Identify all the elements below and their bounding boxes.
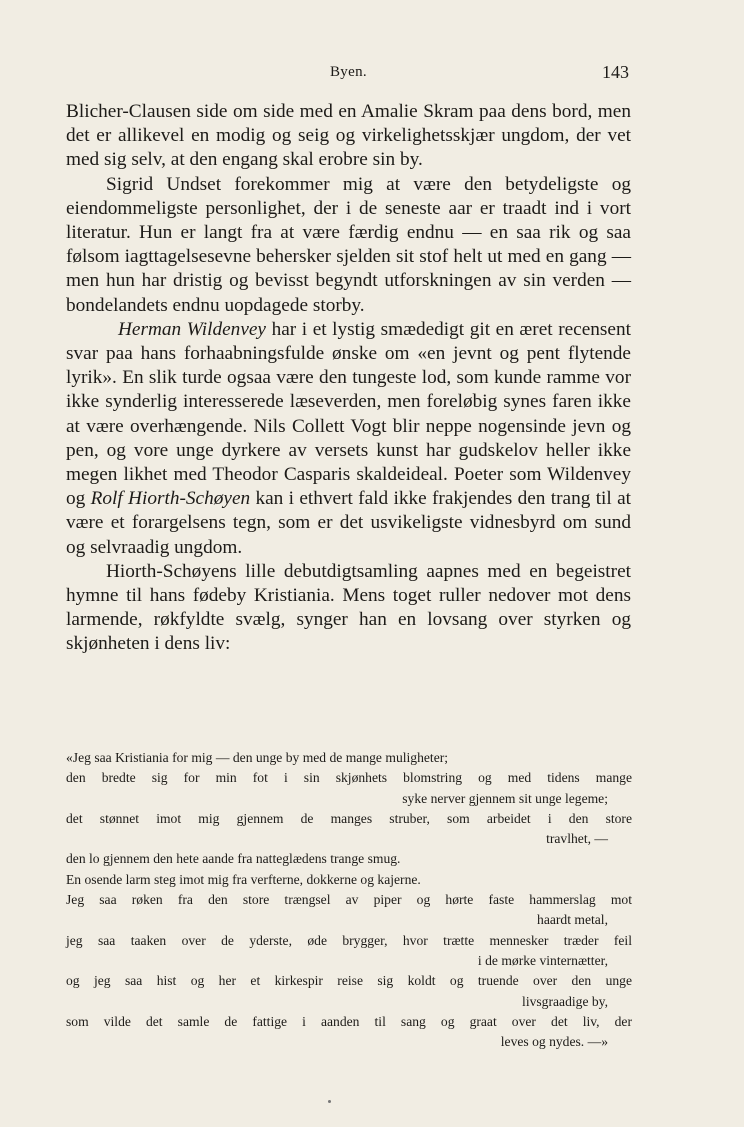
paragraph-4: Hiorth-Schøyens lille debutdigtsamling aapnes med en begeistret hymne til hans fødeby Kristiania. Mens toget ruller nedover mot dens larmende, røkfyldte svælg, synger han en lovsang over styrken og skjønheten i dens liv: [66,560,631,655]
poem-verse [66,870,632,890]
poem-line: og jeg saa hist og her et kirkespir reise sig koldt og truende over den unge [66,973,632,989]
poem-line-continuation: leves og nydes. —» [500,1034,608,1050]
poem-verse [66,768,632,809]
paragraph-1: Blicher-Clausen side om side med en Amalie Skram paa dens bord, men det er allikevel en modig og seig og virkelighetsskjær ungdom, der vet med sig selv, at den engang skal erobre sin by. [66,101,631,171]
poem-line: den bredte sig for min fot i sin skjønhets blomstring og med tidens mange [66,770,632,786]
poem-verse [66,748,632,768]
poem-line: En osende larm steg imot mig fra verfterne, dokkerne og kajerne. [66,871,421,887]
author-name-wildenvey: Herman Wildenvey [118,318,266,340]
poem-line: «Jeg saa Kristiania for mig — den unge by med de mange muligheter; [66,750,449,765]
running-title: Byen. [330,64,367,80]
poem-line: jeg saa taaken over de yderste, øde brygger, hvor trætte mennesker træder feil [66,932,632,948]
poem-line-continuation: i de mørke vinternætter, [477,952,608,968]
page-speck [328,1100,331,1103]
page-header [66,62,631,86]
poem-verse [66,1012,632,1053]
poem-line-continuation: livsgraadige by, [522,993,608,1009]
paragraph-2: Sigrid Undset forekommer mig at være den betydeligste og eiendommeligste personlighet, der i de seneste aar er traadt ind i vort literatur. Hun er langt fra at være færdig endnu — en saa rik og saa følsom iagttagelsesevne behersker sjelden sit stof helt ut med en gang — men hun har dristig og bevisst begyndt utforskningen av sin verden — bondelandets endnu uopdagede storby. [66,173,631,316]
poem-line: Jeg saa røken fra den store trængsel av piper og hørte faste hammerslag mot [66,892,632,908]
poem-line-continuation: syke nerver gjennem sit unge legeme; [402,790,608,806]
poem-line: som vilde det samle de fattige i aanden til sang og graat over det liv, der [66,1013,632,1029]
author-name-hiorth-schoyen: Rolf Hiorth-Schøyen [90,488,251,510]
poem-quote [66,748,632,1052]
poem-verse [66,849,632,869]
poem-line-continuation: haardt metal, [537,912,608,928]
poem-verse [66,971,632,1012]
paragraph-3-text-a: har i et lystig smædedigt git en æret recensent svar paa hans forhaabningsfulde ønske om «en jevnt og pent flytende lyrik». En slik turde ogsaa være den tungeste lod, som kunde ramme vor ikke synderlig interesserede læseverden, men foreløbig synes faren ikke at være overhængende. Nils Collett Vogt blir neppe nogensinde jevn og pen, og vore unge dyrkere av versets kunst har gudskelov heller ikke megen likhet med Theodor Casparis skaldeideal. Poeter som Wildenvey og [66,318,631,510]
page-number: 143 [602,62,629,82]
paragraph-3 [66,318,631,560]
poem-line: det stønnet imot mig gjennem de manges struber, som arbeidet i den store [66,810,632,826]
body-text [66,100,631,657]
poem-verse [66,931,632,972]
poem-line: den lo gjennem den hete aande fra natteglædens trange smug. [66,851,401,867]
poem-verse [66,890,632,931]
poem-line-continuation: travlhet, — [546,831,608,847]
poem-verse [66,809,632,850]
paragraph-3-text-b: kan i ethvert fald ikke frakjendes den trang til at være et forargelsens tegn, som er det usvikeligste vidnesbyrd om sund og selvraadig ungdom. [66,488,631,558]
